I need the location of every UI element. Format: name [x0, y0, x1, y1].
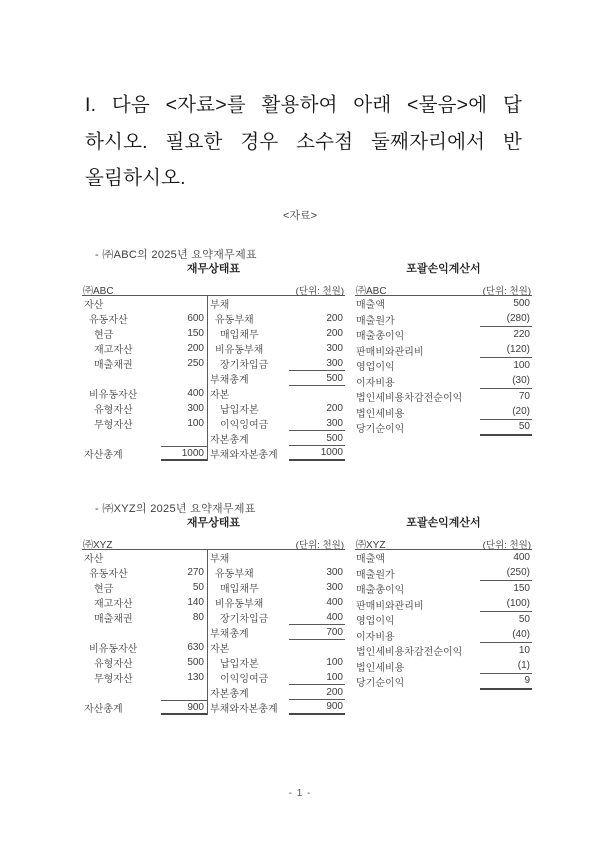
row-value: 300 [187, 403, 204, 414]
row-value: 700 [289, 625, 345, 640]
row-label [82, 685, 161, 700]
row-label: 유동자산 [89, 315, 128, 326]
row-value [289, 640, 345, 655]
row-value [161, 296, 207, 311]
row-value: 100 [513, 360, 530, 372]
row-value: 250 [187, 358, 204, 369]
row-label: 매출원가 [356, 315, 395, 327]
row-label: 매출채권 [94, 360, 133, 371]
row-value: 100 [289, 670, 345, 685]
row-value: 400 [289, 610, 345, 625]
question-title-line: 하시오. 필요한 경우 소수점 둘째자리에서 반 [85, 130, 522, 153]
table-row [355, 674, 532, 690]
row-value: (30) [480, 374, 532, 390]
row-value: 80 [192, 612, 204, 623]
liabilities-equity-cell [208, 550, 345, 565]
row-label: 법인세비용차감전순이익 [356, 647, 463, 659]
company-name: ㈜XYZ [83, 540, 113, 551]
liabilities-equity-cell [208, 311, 345, 326]
row-value: 100 [326, 657, 343, 668]
table-row [82, 401, 345, 416]
row-value: 300 [326, 343, 343, 354]
row-value: 1000 [289, 446, 345, 461]
row-value: (1) [480, 659, 532, 675]
table-row [355, 358, 532, 374]
row-label: 영업이익 [356, 616, 395, 628]
assets-cell [82, 565, 208, 580]
table-row [355, 420, 532, 436]
balance-sheet-table-xyz [82, 516, 345, 715]
row-label: 장기차입금 [220, 360, 269, 371]
table-body [355, 550, 532, 690]
assets-cell [82, 640, 208, 655]
row-label: 납입자본 [220, 405, 259, 416]
row-value: 400 [326, 597, 343, 608]
row-label: 매입채무 [220, 330, 259, 341]
liabilities-equity-cell [208, 386, 345, 401]
liabilities-equity-cell [208, 341, 345, 356]
row-value [161, 431, 207, 446]
table-row [355, 550, 532, 566]
liabilities-equity-cell [208, 670, 345, 685]
table-row [355, 389, 532, 405]
liabilities-equity-cell [208, 580, 345, 595]
row-value: (20) [480, 405, 532, 421]
table-row [82, 625, 345, 640]
row-label: 당기순이익 [356, 424, 405, 436]
table-subheader [82, 536, 345, 550]
row-label: 부채총계 [210, 629, 249, 640]
row-value: 50 [192, 582, 204, 593]
row-label: 자산 [84, 554, 104, 565]
row-label: 현금 [94, 584, 114, 595]
row-label: 비유동부채 [215, 599, 264, 610]
row-value: 70 [518, 391, 530, 403]
row-value: 300 [326, 582, 343, 593]
row-label: 납입자본 [220, 659, 259, 670]
row-value: 150 [513, 583, 530, 595]
table-row [355, 659, 532, 675]
table-row [355, 628, 532, 644]
table-row [82, 431, 345, 446]
table-row [82, 296, 345, 311]
row-label: 자본 [210, 644, 230, 655]
row-label: 영업이익 [356, 362, 395, 374]
row-value: 150 [187, 328, 204, 339]
table-title: 포괄손익계산서 [406, 263, 481, 275]
row-label [82, 625, 161, 640]
liabilities-equity-cell [208, 371, 345, 386]
assets-cell [82, 625, 208, 640]
liabilities-equity-cell [208, 416, 345, 431]
row-label: 재고자산 [94, 345, 133, 356]
row-value: 50 [518, 614, 530, 626]
row-value [161, 625, 207, 640]
row-value: 1000 [161, 446, 207, 461]
table-row [82, 670, 345, 685]
assets-cell [82, 655, 208, 670]
table-row [355, 643, 532, 659]
row-value: 500 [289, 371, 345, 386]
assets-cell [82, 700, 208, 715]
row-label: 자본총계 [210, 435, 249, 446]
row-value: 130 [187, 672, 204, 683]
table-subheader [82, 282, 345, 296]
assets-cell [82, 326, 208, 341]
row-label: 유형자산 [94, 405, 133, 416]
question-title-line: I. 다음 <자료>를 활용하여 아래 <물음>에 답 [85, 94, 522, 116]
balance-sheet-table-abc [82, 262, 345, 461]
row-value: 300 [289, 356, 345, 371]
row-value: 200 [326, 403, 343, 414]
company-name: ㈜XYZ [356, 540, 386, 551]
income-statement-table-abc [355, 262, 532, 436]
row-label: 부채와자본총계 [210, 450, 278, 461]
table-row [82, 386, 345, 401]
row-label: 판매비와관리비 [356, 346, 424, 358]
assets-cell [82, 431, 208, 446]
row-value: (250) [480, 566, 532, 582]
row-value: 270 [187, 567, 204, 578]
row-value: 500 [187, 657, 204, 668]
assets-cell [82, 371, 208, 386]
row-label: 유동자산 [89, 569, 128, 580]
row-label: 자본총계 [210, 689, 249, 700]
row-label: 당기순이익 [356, 678, 405, 690]
row-value [161, 371, 207, 386]
page-number: - 1 - [288, 788, 312, 799]
table-row [82, 326, 345, 341]
row-value [161, 550, 207, 565]
assets-cell [82, 580, 208, 595]
row-value: (100) [480, 597, 532, 613]
row-label: 비유동부채 [215, 345, 264, 356]
table-row [355, 566, 532, 582]
row-value: 630 [187, 642, 204, 653]
row-label: 자산총계 [84, 450, 123, 461]
table-row [82, 580, 345, 595]
question-title [85, 87, 522, 197]
row-value: 900 [289, 700, 345, 715]
row-value: 9 [480, 674, 532, 690]
assets-cell [82, 386, 208, 401]
table-row [355, 581, 532, 597]
table-subheader [355, 282, 532, 296]
row-value [289, 550, 345, 565]
table-row [82, 550, 345, 565]
data-section-label: <자료> [282, 210, 318, 222]
table-row [355, 312, 532, 328]
row-label: 자산 [84, 300, 104, 311]
row-label: 장기차입금 [220, 614, 269, 625]
assets-cell [82, 550, 208, 565]
assets-cell [82, 685, 208, 700]
row-label: 무형자산 [94, 674, 133, 685]
unit-label: (단위: 천원) [482, 540, 531, 551]
table-row [82, 700, 345, 715]
row-value: 200 [326, 313, 343, 324]
row-label: 부채 [210, 554, 230, 565]
table-title: 재무상태표 [186, 517, 241, 529]
row-label: 이익잉여금 [220, 420, 269, 431]
row-label: 매출총이익 [356, 585, 405, 597]
table-row [82, 640, 345, 655]
table-title: 포괄손익계산서 [406, 517, 481, 529]
table-row [355, 343, 532, 359]
row-value: 300 [326, 567, 343, 578]
liabilities-equity-cell [208, 296, 345, 311]
table-subheader [355, 536, 532, 550]
table-row [82, 371, 345, 386]
section-heading-xyz: - ㈜XYZ의 2025년 요약재무제표 [95, 503, 256, 515]
liabilities-equity-cell [208, 326, 345, 341]
row-label: 자본 [210, 390, 230, 401]
assets-cell [82, 446, 208, 461]
liabilities-equity-cell [208, 565, 345, 580]
unit-label: (단위: 천원) [295, 540, 344, 551]
assets-cell [82, 296, 208, 311]
row-value [161, 685, 207, 700]
row-value: 400 [513, 552, 530, 564]
row-value: 50 [480, 420, 532, 436]
table-row [82, 311, 345, 326]
table-body [355, 296, 532, 436]
assets-cell [82, 356, 208, 371]
unit-label: (단위: 천원) [295, 286, 344, 297]
row-value: 10 [518, 645, 530, 657]
table-row [355, 612, 532, 628]
row-label: 유형자산 [94, 659, 133, 670]
row-value: (120) [480, 343, 532, 359]
liabilities-equity-cell [208, 431, 345, 446]
row-value: 140 [187, 597, 204, 608]
table-body [82, 550, 345, 715]
liabilities-equity-cell [208, 356, 345, 371]
question-title-line: 올림하시오. [85, 167, 186, 189]
row-value: 400 [187, 388, 204, 399]
table-row [82, 341, 345, 356]
liabilities-equity-cell [208, 610, 345, 625]
table-row [82, 685, 345, 700]
row-label: 현금 [94, 330, 114, 341]
section-heading-abc: - ㈜ABC의 2025년 요약재무제표 [95, 249, 257, 261]
table-title: 재무상태표 [186, 263, 241, 275]
table-row [82, 446, 345, 461]
row-label: 부채총계 [210, 375, 249, 386]
row-value: 300 [289, 416, 345, 431]
table-row [355, 296, 532, 312]
assets-cell [82, 595, 208, 610]
row-value [289, 296, 345, 311]
liabilities-equity-cell [208, 700, 345, 715]
row-value: 200 [326, 328, 343, 339]
row-label: 매입채무 [220, 584, 259, 595]
row-value: 900 [161, 700, 207, 715]
row-value: (40) [480, 628, 532, 644]
income-statement-table-xyz [355, 516, 532, 690]
row-label: 이자비용 [356, 377, 395, 389]
row-label: 매출액 [356, 554, 385, 566]
row-label: 비유동자산 [89, 644, 138, 655]
table-row [355, 374, 532, 390]
row-value: 200 [289, 685, 345, 700]
row-label: 유동부채 [215, 569, 254, 580]
row-label: 매출채권 [94, 614, 133, 625]
table-row [82, 565, 345, 580]
row-value: 220 [513, 329, 530, 341]
row-label: 법인세비용 [356, 408, 405, 420]
row-label: 부채와자본총계 [210, 704, 278, 715]
row-label: 매출액 [356, 300, 385, 312]
liabilities-equity-cell [208, 595, 345, 610]
row-value: 500 [289, 431, 345, 446]
table-row [82, 595, 345, 610]
row-value: 200 [187, 343, 204, 354]
row-value: 100 [187, 418, 204, 429]
liabilities-equity-cell [208, 685, 345, 700]
row-value [289, 386, 345, 401]
liabilities-equity-cell [208, 655, 345, 670]
row-value: (280) [480, 312, 532, 328]
row-label [82, 371, 161, 386]
row-label: 이익잉여금 [220, 674, 269, 685]
assets-cell [82, 401, 208, 416]
row-label: 비유동자산 [89, 390, 138, 401]
row-label: 무형자산 [94, 420, 133, 431]
table-row [355, 405, 532, 421]
row-value: 500 [513, 298, 530, 310]
table-row [82, 655, 345, 670]
row-label: 재고자산 [94, 599, 133, 610]
row-label [82, 431, 161, 446]
assets-cell [82, 670, 208, 685]
row-label: 매출총이익 [356, 331, 405, 343]
table-row [82, 416, 345, 431]
row-label: 자산총계 [84, 704, 123, 715]
row-value: 600 [187, 313, 204, 324]
table-row [82, 356, 345, 371]
assets-cell [82, 610, 208, 625]
liabilities-equity-cell [208, 446, 345, 461]
liabilities-equity-cell [208, 640, 345, 655]
table-body [82, 296, 345, 461]
row-label: 법인세비용차감전순이익 [356, 393, 463, 405]
unit-label: (단위: 천원) [482, 286, 531, 297]
company-name: ㈜ABC [356, 286, 387, 297]
row-label: 판매비와관리비 [356, 600, 424, 612]
liabilities-equity-cell [208, 625, 345, 640]
assets-cell [82, 311, 208, 326]
assets-cell [82, 341, 208, 356]
row-label: 부채 [210, 300, 230, 311]
row-label: 유동부채 [215, 315, 254, 326]
row-label: 이자비용 [356, 631, 395, 643]
assets-cell [82, 416, 208, 431]
table-row [82, 610, 345, 625]
row-label: 매출원가 [356, 569, 395, 581]
liabilities-equity-cell [208, 401, 345, 416]
table-row [355, 597, 532, 613]
row-label: 법인세비용 [356, 662, 405, 674]
table-row [355, 327, 532, 343]
company-name: ㈜ABC [83, 286, 114, 297]
